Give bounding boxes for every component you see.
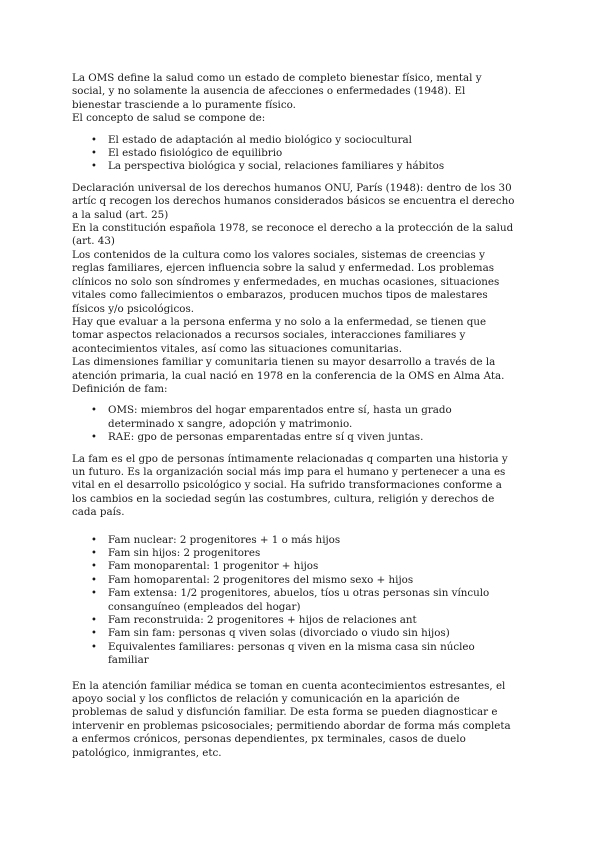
list-item: • Fam monoparental: 1 progenitor + hijos <box>108 560 516 573</box>
paragraph-family-care: En la atención familiar médica se toman en cuenta acontecimientos estresantes, el apoyo social y los conflictos de relación y comunicación en la aparición de problemas de salud y disfunción familiar. De esta forma se pueden diagnosticar e intervenir en problemas psicosociales; permitiendo abordar de forma más completa a enfermos crónicos, personas dependientes, px terminales, casos de duelo patológico, inmigrantes, etc. <box>72 679 511 759</box>
list-item: • OMS: miembros del hogar emparentados entre sí, hasta un grado determinado x sangre, adopción y matrimonio. <box>108 404 516 431</box>
list-item: • Fam sin fam: personas q viven solas (divorciado o viudo sin hijos) <box>108 627 516 640</box>
list-item: • Fam nuclear: 2 progenitores + 1 o más hijos <box>108 534 516 547</box>
list-item: • Fam sin hijos: 2 progenitores <box>108 547 516 560</box>
list-item: • El estado fisiológico de equilibrio <box>108 147 516 160</box>
list-item: • Fam homoparental: 2 progenitores del mismo sexo + hijos <box>108 574 516 587</box>
paragraph-dimensions: Las dimensiones familiar y comunitaria tienen su mayor desarrollo a través de la atención primaria, la cual nació en 1978 en la conferencia de la OMS en Alma Ata. <box>72 356 505 382</box>
family-types-list <box>72 534 516 668</box>
paragraph-oms-health: La OMS define la salud como un estado de completo bienestar físico, mental y social, y no solamente la ausencia de afecciones o enfermedades (1948). El bienestar trasciende a lo puramente físico. <box>72 72 482 111</box>
paragraph-health-concept: El concepto de salud se compone de: <box>72 112 266 125</box>
list-item: • La perspectiva biológica y social, relaciones familiares y hábitos <box>108 160 516 173</box>
paragraph-family-definition: Definición de fam: <box>72 382 168 395</box>
health-components-list <box>72 134 516 174</box>
list-item: • Fam extensa: 1/2 progenitores, abuelos, tíos u otras personas sin vínculo consanguíneo (empleados del hogar) <box>108 587 516 614</box>
paragraph-constitution: En la constitución española 1978, se reconoce el derecho a la protección de la salud (art. 43) <box>72 222 514 248</box>
paragraph-evaluate-person: Hay que evaluar a la persona enferma y no solo a la enfermedad, se tienen que tomar aspectos relacionados a recursos sociales, interacciones familiares y acontecimientos vitales, así como las situaciones comunitarias. <box>72 315 487 355</box>
list-item: • El estado de adaptación al medio biológico y sociocultural <box>108 134 516 147</box>
list-item: • Equivalentes familiares: personas q viven en la misma casa sin núcleo familiar <box>108 641 516 668</box>
paragraph-culture: Los contenidos de la cultura como los valores sociales, sistemas de creencias y reglas familiares, ejercen influencia sobre la salud y enfermedad. Los problemas clínicos no solo son síndromes y enfermedades, en muchas ocasiones, situaciones vitales como fallecimientos o embarazos, producen muchos tipos de malestares físicos y/o psicológicos. <box>72 248 500 315</box>
list-item: • Fam reconstruida: 2 progenitores + hijos de relaciones ant <box>108 614 516 627</box>
family-definitions-list <box>72 404 516 444</box>
paragraph-family: La fam es el gpo de personas íntimamente relacionadas q comparten una historia y un futuro. Es la organización social más imp para el humano y pertenecer a una es vital en el desarrollo psicológico y social. Ha sufrido transformaciones conforme a los cambios en la sociedad según las costumbres, cultura, religión y derechos de cada país. <box>72 452 508 519</box>
paragraph-human-rights: Declaración universal de los derechos humanos ONU, París (1948): dentro de los 30 artíc q recogen los derechos humanos considerados básicos se encuentra el derecho a la salud (art. 25) <box>72 181 515 221</box>
list-item: • RAE: gpo de personas emparentadas entre sí q viven juntas. <box>108 431 516 444</box>
